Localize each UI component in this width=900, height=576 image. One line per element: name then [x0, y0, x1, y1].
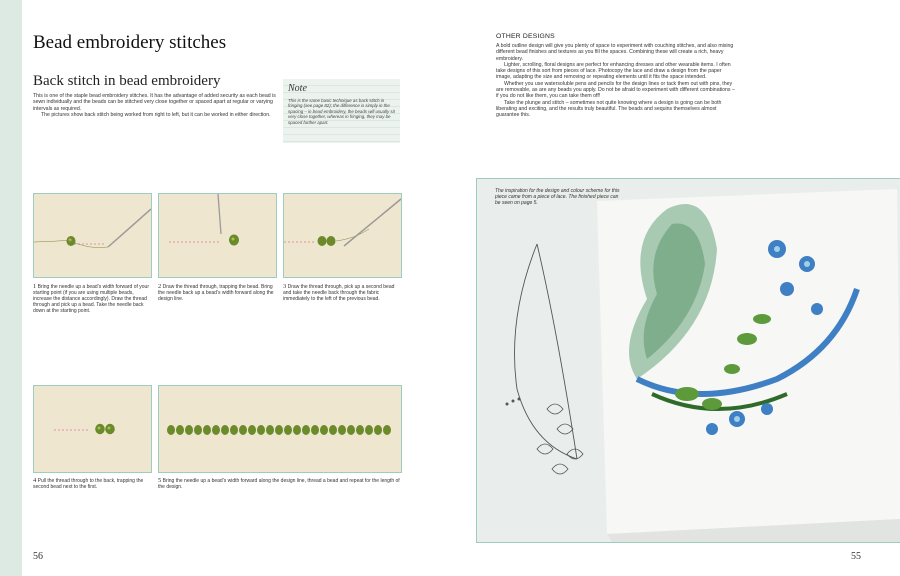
step-1-photo	[33, 193, 152, 278]
photo-caption: The inspiration for the design and colour scheme for this piece came from a piece of lace. The finished piece can be seen on page 5.	[495, 188, 620, 206]
step-3-photo	[283, 193, 402, 278]
step-1-number: 1	[33, 283, 37, 290]
step-2-caption	[158, 284, 276, 302]
left-page-number: 56	[33, 551, 43, 562]
left-margin-band	[0, 0, 22, 576]
step-1-text: Bring the needle up a bead’s width forward of your starting point (if you are using multiple beads, increase the distance accordingly). Draw the thread through and pick up a bead. Take the needle back down at the starting point.	[33, 284, 150, 314]
step-3-number: 3	[283, 283, 287, 290]
step-2-number: 2	[158, 283, 162, 290]
step-4-text: Pull the thread through to the back, trapping the second bead next to the first.	[33, 478, 144, 490]
step-2-text: Draw the thread through, trapping the bead. Bring the needle back up a bead’s width forward along the design line.	[158, 284, 274, 302]
step-5-caption	[158, 478, 400, 490]
note-box	[283, 79, 400, 143]
section-title: Back stitch in bead embroidery	[33, 73, 221, 89]
embroidery-photo	[476, 178, 900, 543]
other-paragraph-4: Take the plunge and stitch – sometimes not quite knowing where a design is going can be both liberating and exciting, and the results truly beautiful. The beads and sequins themselves almost guarantee this.	[496, 99, 722, 119]
intro-text	[33, 93, 278, 118]
other-paragraph-1: A bold outline design will give you plenty of space to experiment with couching stitches, and also mixing different bead finishes and textures as you fill the spaces. Combining these will create a rich, heavy embroidery.	[496, 43, 734, 62]
step-4-caption	[33, 478, 153, 490]
chapter-title: Bead embroidery stitches	[33, 32, 227, 53]
step-4-photo	[33, 385, 152, 473]
note-text: This is the same basic technique as back stitch in fringing (see page 82); the difference is simply in the spacing – in bead embroidery, the beads will usually sit very close together, whereas in fringing, they may be spaced further apart.	[288, 98, 395, 125]
note-title: Note	[288, 83, 307, 94]
right-page-number: 55	[851, 551, 861, 562]
step-2-photo	[158, 193, 277, 278]
step-5-number: 5	[158, 477, 162, 484]
other-paragraph-3: Whether you use watersoluble pens and pencils for the design lines or tack them out with pins, they are removable, as are any beads you apply. Do not be afraid to experiment with different combinations – if you do not like them, you can take them off!	[496, 80, 735, 100]
step-3-caption	[283, 284, 401, 302]
step-5-text: Bring the needle up a bead’s width forward along the design line, thread a bead and repeat for the length of the design.	[158, 478, 400, 490]
step-5-photo	[158, 385, 402, 473]
intro-paragraph-1: This is one of the staple bead embroidery stitches. It has the advantage of added security as each bead is sewn individually and the beads can be stitched very close together or spaced apart at regular or varying intervals as required.	[33, 93, 276, 112]
other-designs-text	[496, 43, 736, 119]
step-3-text: Draw the thread through, pick up a second bead and take the needle back through the fabric immediately to the left of the previous bead.	[283, 284, 395, 302]
other-paragraph-2: Lighter, scrolling, floral designs are perfect for enhancing dresses and other wearable items. I often take designs of this sort from pieces of lace. Photocopy the lace and draw a design from the paper image, adapting the size and removing or repeating elements until it fits the space intended.	[496, 61, 731, 81]
intro-paragraph-2: The pictures show back stitch being worked from right to left, but it can be worked in either direction.	[41, 111, 271, 118]
other-designs-heading: OTHER DESIGNS	[496, 33, 555, 40]
step-1-caption	[33, 284, 153, 314]
step-4-number: 4	[33, 477, 37, 484]
